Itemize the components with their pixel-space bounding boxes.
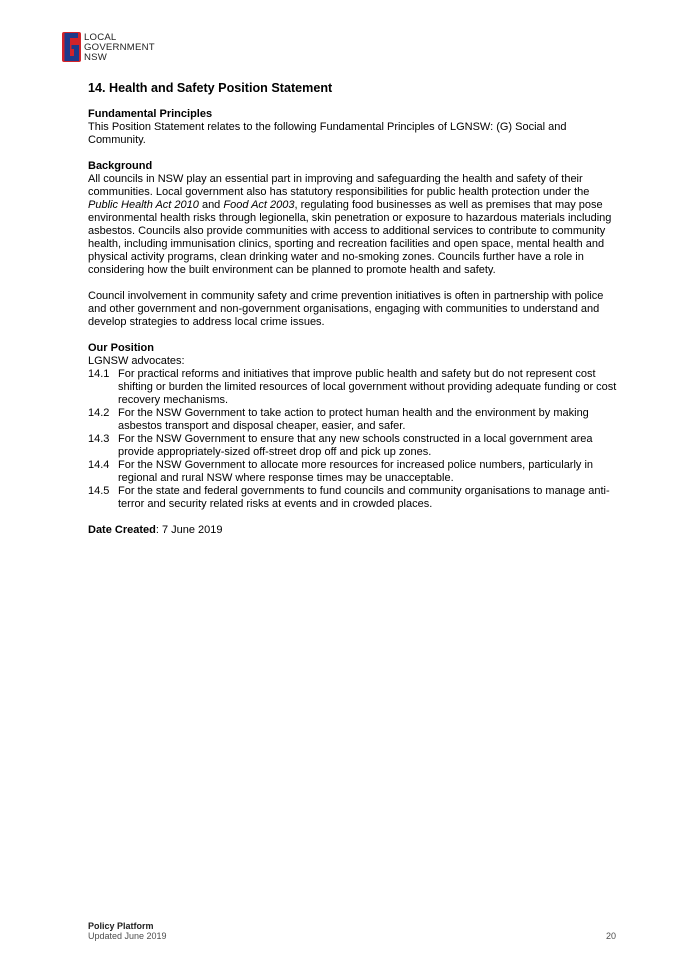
logo-line-3: NSW <box>84 52 107 63</box>
logo-line-2: GOVERNMENT <box>84 42 155 53</box>
food-act: Food Act 2003 <box>223 199 295 211</box>
list-item-text: For the NSW Government to ensure that any new schools constructed in a local government area provide appropriately-sized off-street drop off and pick up zones. <box>118 433 593 458</box>
position-list <box>88 368 618 511</box>
lgnsw-logo <box>62 32 155 63</box>
background-paragraph-1 <box>88 173 618 277</box>
list-item-number: 14.1 <box>88 368 110 380</box>
list-item-text: For practical reforms and initiatives that improve public health and safety but do not represent cost shifting or burden the limited resources of local government without providing adequate funding or cost recovery mechanisms. <box>118 368 617 406</box>
document-body <box>88 81 618 537</box>
position-intro: LGNSW advocates: <box>88 355 185 367</box>
background-paragraph-2: Council involvement in community safety and crime prevention initiatives is often in partnership with police and other government and non-government organisations, engaging with communities to understand and develop strategies to address local crime issues. <box>88 290 604 328</box>
list-item-number: 14.3 <box>88 433 110 445</box>
list-item-text: For the state and federal governments to fund councils and community organisations to manage anti-terror and security related risks at events and in crowded places. <box>118 485 610 510</box>
footer-title: Policy Platform <box>88 921 154 931</box>
lgnsw-g-icon <box>62 32 81 62</box>
date-label: Date Created <box>88 524 156 536</box>
principles-heading: Fundamental Principles <box>88 108 213 120</box>
list-item-number: 14.4 <box>88 459 110 471</box>
page-footer <box>88 921 616 941</box>
background-heading: Background <box>88 160 153 172</box>
section-title: 14. Health and Safety Position Statement <box>88 81 333 95</box>
list-item-text: For the NSW Government to take action to protect human health and the environment by making asbestos transport and disposal cheaper, easier, and safer. <box>118 407 589 432</box>
list-item <box>88 433 618 459</box>
bg-text-b: , regulating food businesses as well as premises that may pose environmental health risks through legionella, skin penetration or exposure to hazardous materials including asbestos. Councils also provide communities with access to additional services to contribute to community health, including immunisation clinics, sporting and recreation facilities and open space, mental health and physical activity programs, clean drinking water and no-smoking zones. Councils further have a role in considering how the built environment can be planned to promote health and safety. <box>88 199 612 276</box>
list-item <box>88 485 618 511</box>
logo-wordmark <box>84 33 155 63</box>
date-created <box>88 524 618 537</box>
bg-text-a: All councils in NSW play an essential part in improving and safeguarding the health and safety of their communities. Local government also has statutory responsibilities for public health protection under the <box>88 173 590 198</box>
list-item-number: 14.2 <box>88 407 110 419</box>
logo-line-1: LOCAL <box>84 32 117 43</box>
page-number: 20 <box>605 931 616 941</box>
public-health-act: Public Health Act 2010 <box>88 199 199 211</box>
list-item-text: For the NSW Government to allocate more resources for increased police numbers, particularly in regional and rural NSW where response times may be unacceptable. <box>118 459 594 484</box>
list-item <box>88 368 618 407</box>
position-heading: Our Position <box>88 342 154 354</box>
footer-updated: Updated June 2019 <box>88 931 167 941</box>
list-item <box>88 459 618 485</box>
list-item-number: 14.5 <box>88 485 110 497</box>
date-value: : 7 June 2019 <box>155 524 223 536</box>
principles-text: This Position Statement relates to the following Fundamental Principles of LGNSW: (G) Social and Community. <box>88 121 567 146</box>
bg-text-and: and <box>198 199 224 211</box>
list-item <box>88 407 618 433</box>
